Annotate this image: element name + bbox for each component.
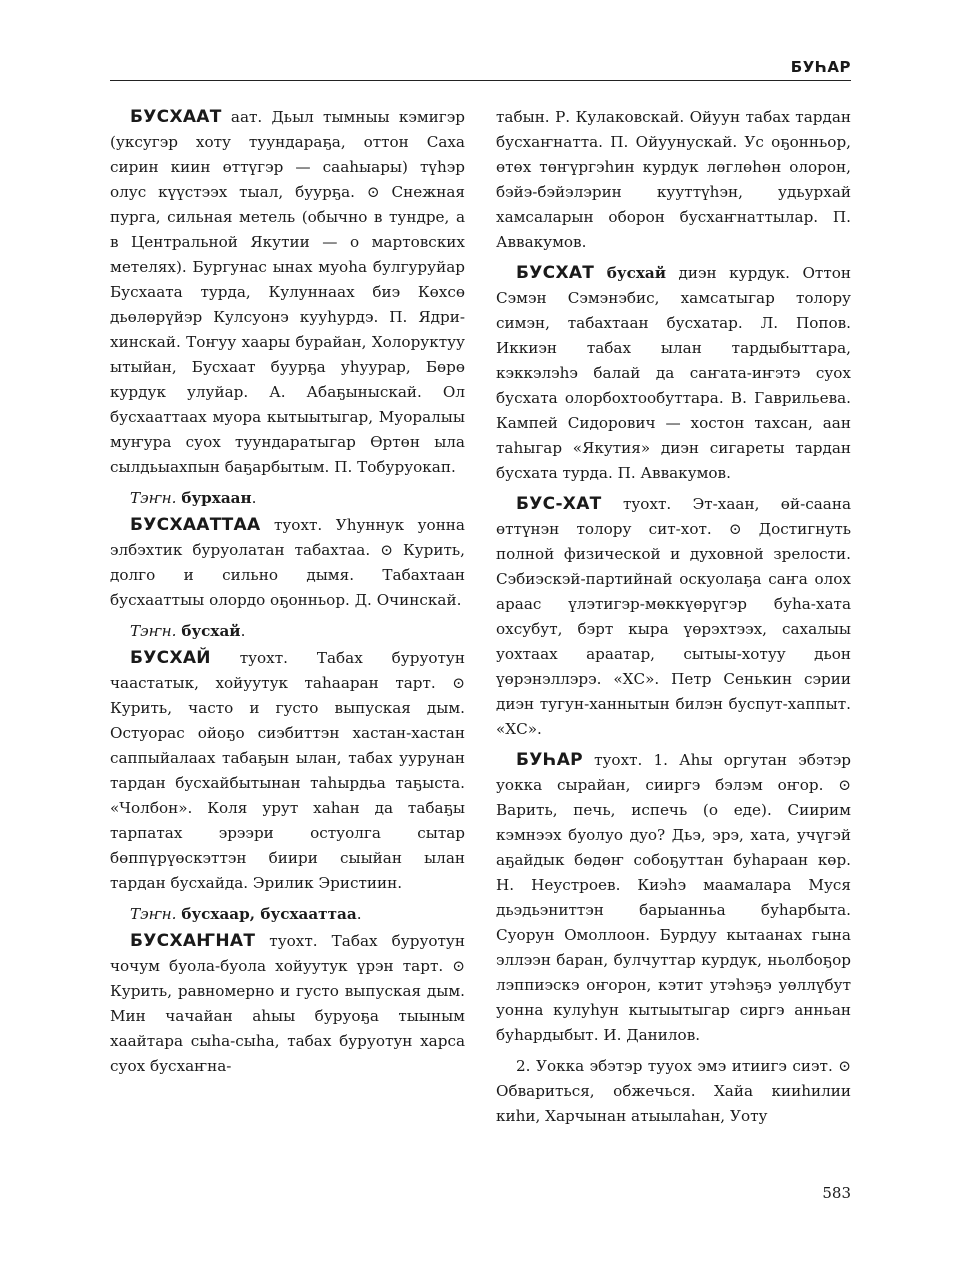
headword: БУСХАЙ bbox=[130, 648, 211, 668]
entry-continuation: табын. Р. Кулаковскай. Ойуун табах тардан бусхаҥнатта. П. Ойуунускай. Ус оҕонньор, өтөх төҥүргэһин курдук лөглөһөн олорон, бэйэ-бэйэлэрин кууттүһэн, удьурхай хамсаларын оборон бусхаҥнаттылар. П. Аввакумов. bbox=[496, 108, 851, 251]
cross-reference-target: бурхаан bbox=[181, 489, 252, 507]
cross-reference-label: Тэҥн. bbox=[130, 489, 177, 507]
entry-buskhaattaa bbox=[110, 513, 465, 613]
entry-buhar-sense-2: 2. Уокка эбэтэр тууох эмэ итиигэ сиэт. ⊙ Обвариться, обжечься. Хайа кииһилии киһи, Харчынан атыылаһан, Уоту bbox=[496, 1057, 851, 1125]
entry-body: диэн курдук. Оттон Сэмэн Сэмэнэбис, хамсатыгар толору симэн, табахтаан бусхатар. Л. Попов. Иккиэн табах ылан тардыбыттара, кэккэлэһэ балай да саҥата-иҥэтэ суох бусхата олорбохтообуттара. В. Гаврильева. Кампей Сидорович — хостон тахсан, аан таһыгар «Якутия» диэн сигареты тардан бусхата турда. П. Аввакумов. bbox=[496, 264, 852, 482]
cross-reference: Тэҥн. бурхаан. bbox=[130, 489, 257, 507]
headword: БУҺАР bbox=[516, 750, 583, 770]
headword: БУСХАҤНАТ bbox=[130, 931, 256, 951]
entry-buskhaat bbox=[110, 105, 465, 480]
headword: БУСХААТ bbox=[130, 107, 222, 127]
headword: БУСХААТТАА bbox=[130, 515, 261, 535]
entry-body: туохт. Эт-хаан, өй-саана өттүнэн толору сит-хот. ⊙ Достигнуть полной физической и духовной зрелости. Сэбиэскэй-партийнай оскуолаҕа саҥа олох араас үлэтигэр-мөккүөрүгэр буһа-хата охсубут, бэрт кыра үөрэхтээх, сахалыы уохтаах араатар, сытыы-хотуу дьон үөрэнэллэрэ. «ХС». Петр Сенькин сэрии диэн тугун-ханнытын билэн буспут-хаппыт. «ХС». bbox=[496, 495, 851, 738]
entry-body: туохт. Табах буруотун чочум буола-буола хойуутук үрэн тарт. ⊙ Курить, равномерно и густо выпуская дым. Мин чачайан аһыы буруоҕа тыыным хаайтара сыһа-сыһа, табах буруотун харса суох бусхаҥна- bbox=[110, 932, 465, 1075]
entry-body: туохт. Уһуннук уонна элбэхтик буруолатан табахтаа. ⊙ Курить, долго и сильно дымя. Табахтаан бусхааттыы олордо оҕонньор. Д. Очинскай. bbox=[110, 516, 465, 609]
cross-reference-target: бусхаар, бусхааттаа bbox=[181, 905, 357, 923]
headword-reference: бусхай bbox=[606, 264, 667, 282]
cross-reference: Тэҥн. бусхаар, бусхааттаа. bbox=[130, 905, 362, 923]
cross-reference-target: бусхай bbox=[181, 622, 241, 640]
entry-body: туохт. 1. Аһы оргутан эбэтэр уокка сырайан, сииргэ бэлэм оҥор. ⊙ Варить, печь, испечь (о еде). Сиирим кэмнээх буолуо дуо? Дьэ, эрэ, хата, учүгэй аҕайдык бөдөҥ собоҕуттан буһараан көр. Н. Неустроев. Киэһэ маамалара Муся дьэдьэниттэн барыанньа буһарбыта. Суорун Омоллоон. Бурдуу кытаанах гына эллээн баран, булчуттар курдук, ньолбоҕор лэппиэскэ оҥорон, кэтит утэһэҕэ уөллүбут уонна кулуһун кытыытыгар сиргэ анньан буһардыбыт. И. Данилов. bbox=[496, 751, 851, 1044]
left-column bbox=[110, 105, 465, 1085]
entry-buskhat bbox=[496, 261, 851, 486]
entry-bus-khat bbox=[496, 492, 851, 742]
page-number: 583 bbox=[822, 1184, 851, 1202]
cross-reference: Тэҥн. бусхай. bbox=[130, 622, 246, 640]
cross-reference-label: Тэҥн. bbox=[130, 622, 177, 640]
right-column bbox=[496, 105, 851, 1135]
entry-buskhai bbox=[110, 646, 465, 896]
running-head bbox=[110, 58, 851, 81]
entry-buhar bbox=[496, 748, 851, 1048]
entry-buskhangnat bbox=[110, 929, 465, 1079]
cross-reference-label: Тэҥн. bbox=[130, 905, 177, 923]
headword: БУС-ХАТ bbox=[516, 494, 602, 514]
entry-body: аат. Дьыл тымныы кэмигэр (уксугэр хоту туундараҕа, оттон Саха сирин киин өттүгэр — сааһыары) түһэр олус күүстээх тыал, буурҕа. ⊙ Снежная пурга, сильная метель (обычно в тундре, а в Центральной Якутии — о мартовских метелях). Бургунас ынах муоһа булгуруйар Бусхаата турда, Кулуннаах биэ Көхсө дьөлөрүйэр Кулсуонэ кууһурдэ. П. Ядрихинскай. Тоҥуу хаары бурайан, Холоруктуу ытыйан, Бусхаат буурҕа уһуурар, Бөрө курдук улуйар. А. Абаҕыныскай. Ол бусхааттаах муора кытыытыгар, Муоралыы муҥура суох туундаратыгар Өртөн ыла сылдьыахпын баҕарбытым. П. Тобуруокап. bbox=[110, 108, 465, 476]
running-head-word: БУҺАР bbox=[790, 58, 851, 76]
headword: БУСХАТ bbox=[516, 263, 595, 283]
entry-body: туохт. Табах буруотун чаастатык, хойуутук таһааран тарт. ⊙ Курить, часто и густо выпуская дым. Остуорас ойоҕо сиэбиттэн хастан-хастан саппыйалаах табаҕын ылан, табах уурунан тардан бусхайбытынан таһырдьа таҕыста. «Чолбон». Коля урут хаһан да табаҕы тарпатах эрээри остуолга сытар бөппүрүөскэттэн биири сыыйан ылан тардан бусхайда. Эрилик Эристиин. bbox=[110, 649, 465, 892]
